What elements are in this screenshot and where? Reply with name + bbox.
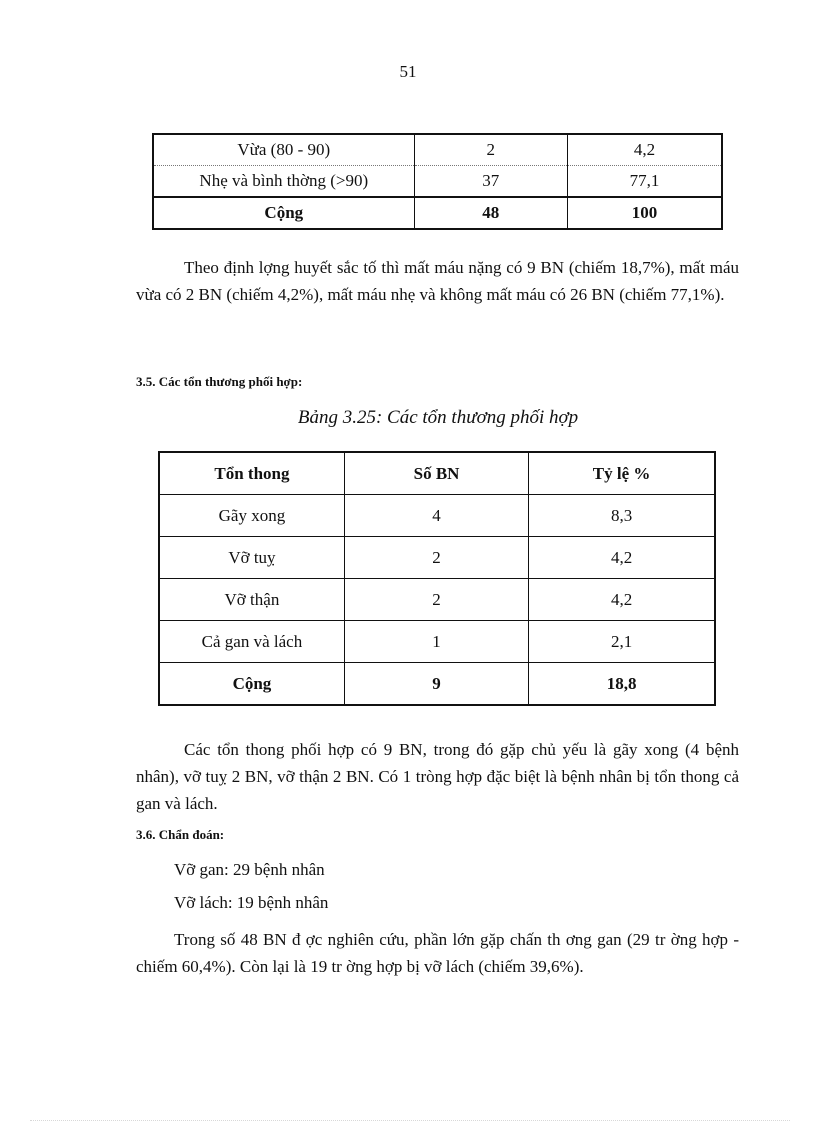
- table-cell: Cộng: [153, 197, 414, 229]
- table-cell: 100: [568, 197, 723, 229]
- table-cell: 4: [344, 495, 528, 537]
- table-row: [159, 621, 715, 663]
- table-cell: 2: [344, 579, 528, 621]
- table-cell: Cộng: [159, 663, 344, 706]
- table-header-row: [159, 452, 715, 495]
- table-row: [159, 579, 715, 621]
- table-cell: 77,1: [568, 166, 723, 198]
- table-cell: 9: [344, 663, 528, 706]
- table-row: [153, 134, 722, 166]
- table-cell: Vỡ tuỵ: [159, 537, 344, 579]
- table-cell: Vừa (80 - 90): [153, 134, 414, 166]
- blood-loss-table-continued: [152, 133, 723, 230]
- table-cell: 8,3: [529, 495, 715, 537]
- table-row: [159, 537, 715, 579]
- column-header: Tỷ lệ %: [529, 452, 715, 495]
- table-cell: 2: [344, 537, 528, 579]
- table-cell: 4,2: [529, 579, 715, 621]
- paragraph-blood-loss: Theo định lợng huyết sắc tố thì mất máu nặng có 9 BN (chiếm 18,7%), mất máu vừa có 2 BN (chiếm 4,2%), mất máu nhẹ và không mất máu có 26 BN (chiếm 77,1%).: [136, 258, 739, 304]
- page-number: 51: [399, 62, 417, 81]
- table-cell: Cả gan và lách: [159, 621, 344, 663]
- table-cell: 4,2: [568, 134, 723, 166]
- table-cell: 48: [414, 197, 567, 229]
- table-total-row: [153, 197, 722, 229]
- table-cell: 18,8: [529, 663, 715, 706]
- diagnosis-liver: Vỡ gan: 29 bệnh nhân: [174, 860, 325, 879]
- footer-divider: [30, 1120, 790, 1121]
- table-cell: 1: [344, 621, 528, 663]
- paragraph-diagnosis: Trong số 48 BN đ ợc nghiên cứu, phần lớn gặp chấn th ơng gan (29 tr ờng hợp - chiếm 60,4%). Còn lại là 19 tr ờng hợp bị vỡ lách (chiếm 39,6%).: [136, 930, 739, 976]
- table-cell: Vỡ thận: [159, 579, 344, 621]
- table-cell: 4,2: [529, 537, 715, 579]
- table-cell: 2: [414, 134, 567, 166]
- combined-injuries-table: [158, 451, 716, 706]
- diagnosis-spleen: Vỡ lách: 19 bệnh nhân: [174, 893, 329, 912]
- paragraph-combined-injuries: Các tổn thong phối hợp có 9 BN, trong đó gặp chủ yếu là gãy xong (4 bệnh nhân), vỡ tuỵ 2 BN, vỡ thận 2 BN. Có 1 tròng hợp đặc biệt là bệnh nhân bị tổn thong cả gan và lách.: [136, 740, 739, 813]
- section-heading-3-6: 3.6. Chẩn đoán:: [136, 827, 225, 842]
- table-caption: Bảng 3.25: Các tổn thương phối hợp: [297, 407, 579, 428]
- section-heading-3-5: 3.5. Các tổn thương phối hợp:: [136, 374, 303, 389]
- table-cell: Nhẹ và bình thờng (>90): [153, 166, 414, 198]
- table-row: [159, 495, 715, 537]
- table-cell: 2,1: [529, 621, 715, 663]
- column-header: Số BN: [344, 452, 528, 495]
- table-cell: 37: [414, 166, 567, 198]
- column-header: Tổn thong: [159, 452, 344, 495]
- table-total-row: [159, 663, 715, 706]
- table-cell: Gãy xong: [159, 495, 344, 537]
- table-row: [153, 166, 722, 198]
